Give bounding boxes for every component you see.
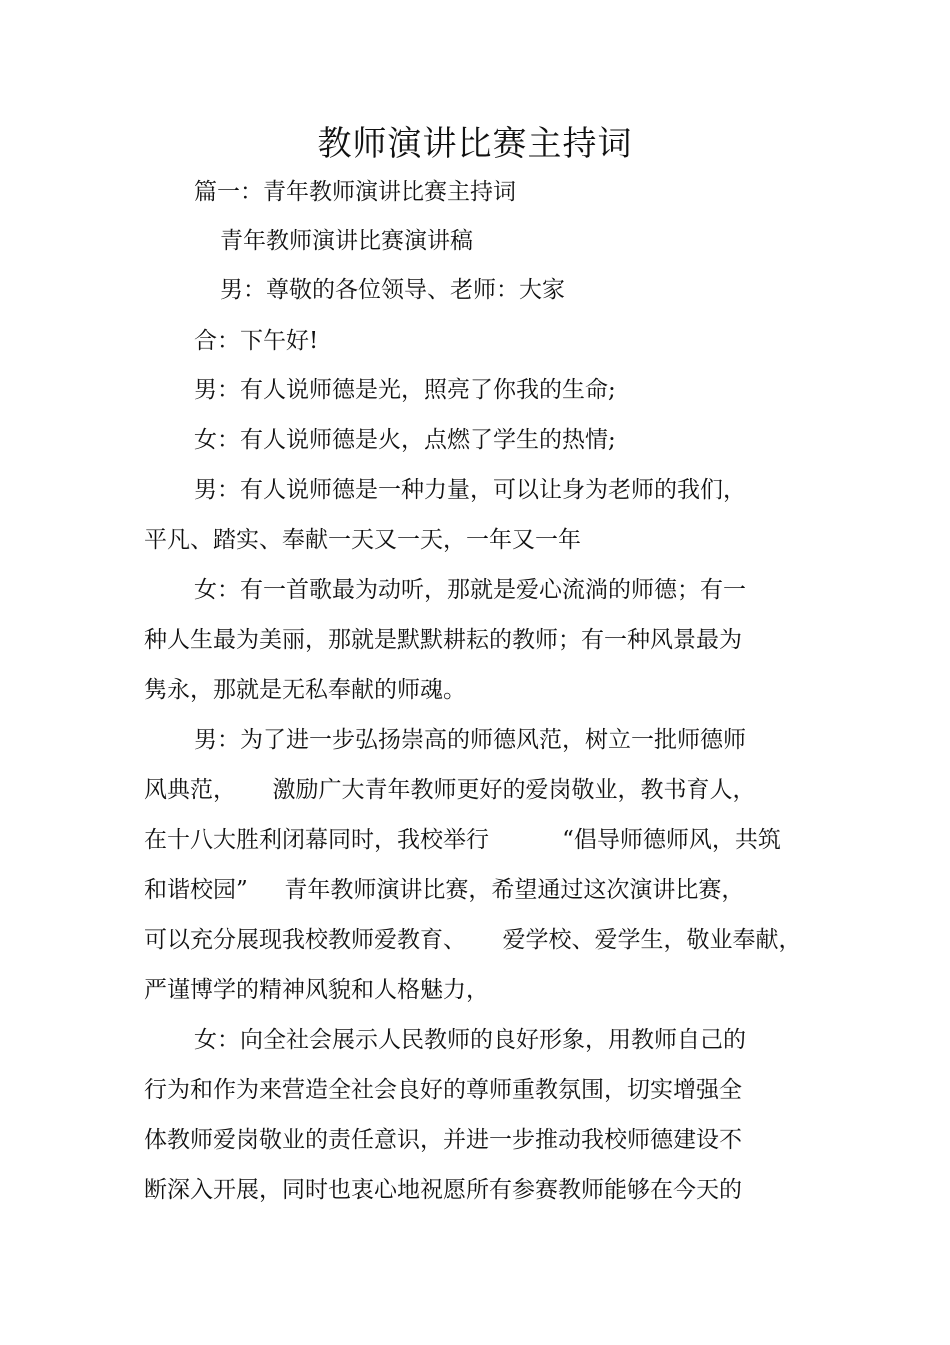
paragraph-line: 断深入开展，同时也衷心地祝愿所有参赛教师能够在今天的 [144,1177,742,1203]
paragraph-line: 种人生最为美丽，那就是默默耕耘的教师；有一种风景最为 [144,627,742,653]
paragraph-line: 体教师爱岗敬业的责任意识，并进一步推动我校师德建设不 [144,1127,742,1153]
paragraph-line: 隽永，那就是无私奉献的师魂。 [144,677,466,703]
paragraph-line: 行为和作为来营造全社会良好的尊师重教氛围，切实增强全 [144,1077,742,1103]
paragraph-line: 男：尊敬的各位领导、老师：大家 [220,277,565,303]
paragraph-line: 和谐校园” 青年教师演讲比赛，希望通过这次演讲比赛， [144,877,745,903]
speech-subtitle: 青年教师演讲比赛演讲稿 [220,228,473,254]
paragraph-line: 合：下午好! [194,328,319,354]
paragraph-line: 平凡、踏实、奉献一天又一天，一年又一年 [144,527,581,553]
paragraph-line: 可以充分展现我校教师爱教育、 爱学校、爱学生，敬业奉献， [144,927,802,953]
paragraph-line: 女：向全社会展示人民教师的良好形象，用教师自己的 [194,1027,746,1053]
document-title: 教师演讲比赛主持词 [317,124,633,164]
paragraph-line: 严谨博学的精神风貌和人格魅力， [144,977,489,1003]
paragraph-line: 男：有人说师德是光，照亮了你我的生命; [194,377,616,403]
paragraph-line: 在十八大胜利闭幕同时，我校举行 “倡导师德师风，共筑 [144,827,781,853]
section-heading: 篇一：青年教师演讲比赛主持词 [194,179,516,205]
paragraph-line: 风典范， 激励广大青年教师更好的爱岗敬业，教书育人， [144,777,756,803]
paragraph-line: 女：有一首歌最为动听，那就是爱心流淌的师德；有一 [194,577,746,603]
paragraph-line: 男：有人说师德是一种力量，可以让身为老师的我们， [194,477,746,503]
paragraph-line: 男：为了进一步弘扬崇高的师德风范，树立一批师德师 [194,727,746,753]
paragraph-line: 女：有人说师德是火，点燃了学生的热情; [194,427,616,453]
